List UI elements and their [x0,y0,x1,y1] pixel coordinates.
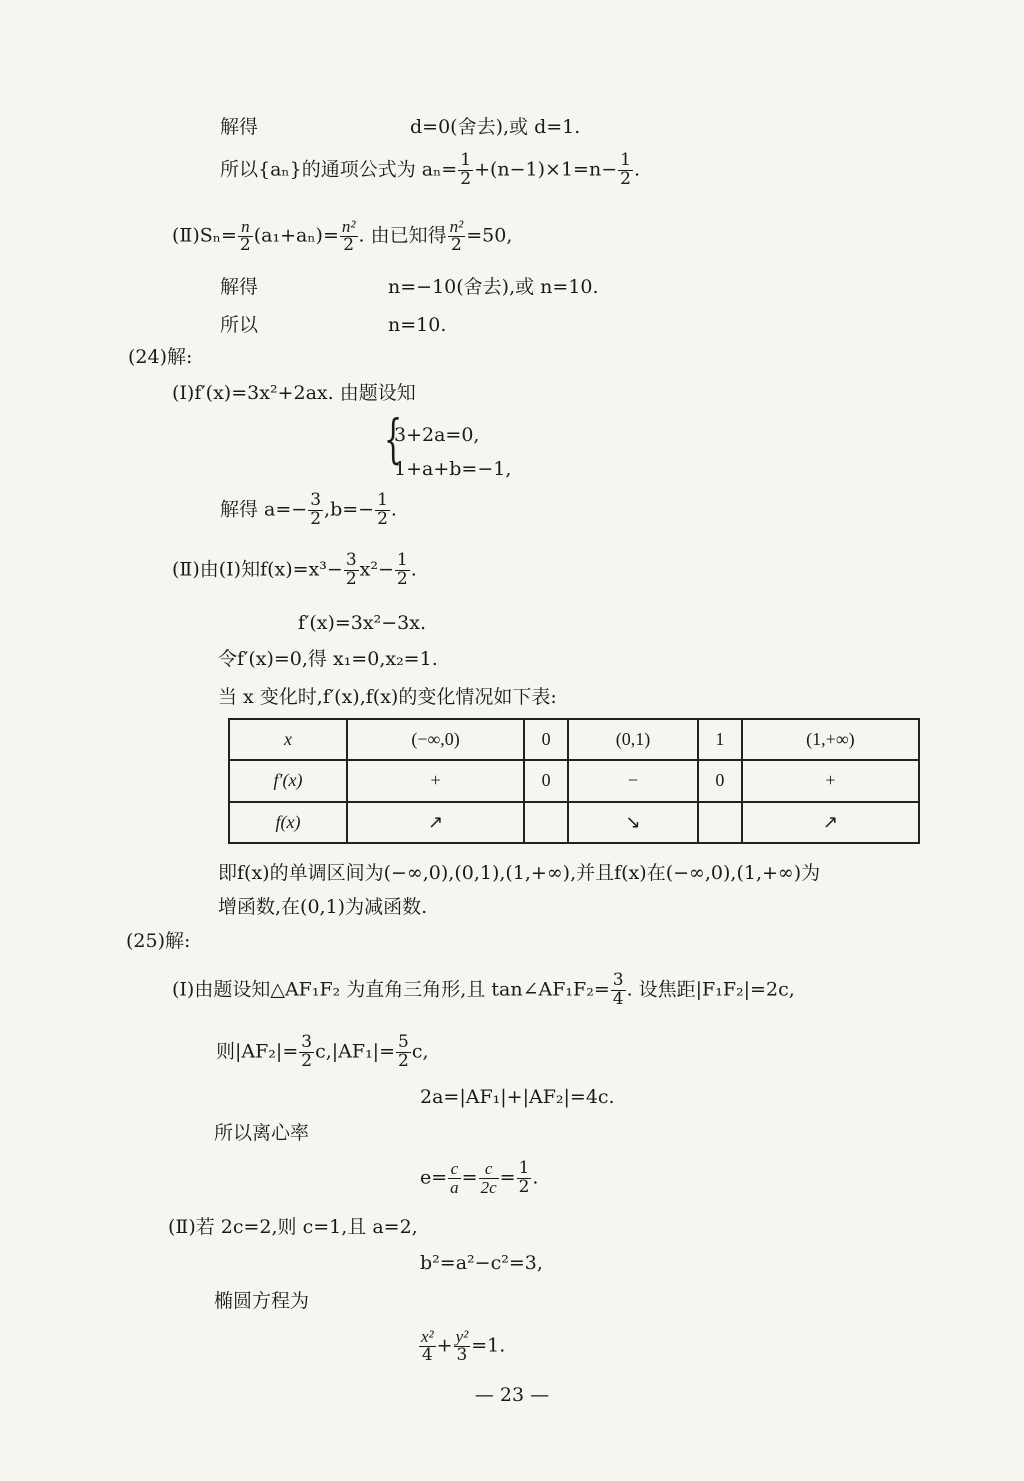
text-line: 解得 [220,276,259,298]
text-line: 当 x 变化时,f′(x),f(x)的变化情况如下表: [218,686,557,708]
text-line: (Ⅰ)f′(x)=3x²+2ax. 由题设知 [172,382,416,404]
text-line: 所以 [220,314,259,336]
equation-line: (Ⅱ)Sₙ= $\frac{n}{2}$ (a₁+aₙ)= $\frac{\text{n²}}{2}$ . 由已知得 $\frac{\text{n²}}{2}$ =50, [172,217,513,255]
text-line: 令f′(x)=0,得 x₁=0,x₂=1. [218,648,438,670]
text-line: 即f(x)的单调区间为(−∞,0),(0,1),(1,+∞),并且f(x)在(−∞,0),(1,+∞)为 [218,862,821,884]
table-header-cell: 1 [698,719,742,760]
text-line: 椭圆方程为 [214,1290,310,1312]
table-cell [698,802,742,843]
table-cell: f′(x) [229,760,347,801]
table-row [229,802,919,843]
table-header-cell: 0 [524,719,568,760]
table-cell: 0 [524,760,568,801]
page-number: — 23 — [474,1384,550,1406]
increasing-arrow-icon: ↗ [742,802,919,843]
equation-line: $\frac{\text{x²}}{4}$ + $\frac{\text{y²}}{3}$ =1. [421,1327,506,1365]
table-cell: 0 [698,760,742,801]
problem-heading: (25)解: [126,930,191,952]
equation-line: 则|AF₂|= $\frac{3}{2}$ c,|AF₁|= $\frac{5}{2}$ c, [216,1032,429,1071]
problem-heading: (24)解: [128,346,193,368]
equation-line: 1+a+b=−1, [394,458,512,480]
text-line: 解得 [220,116,259,138]
decreasing-arrow-icon: ↘ [568,802,698,843]
equation-line: 所以{aₙ}的通项公式为 aₙ= $\frac{1}{2}$ +(n−1)×1=n− $\frac{1}{2}$ . [220,150,641,189]
table-cell: + [742,760,919,801]
table-row [229,760,919,801]
equation-line: f′(x)=3x²−3x. [298,612,426,634]
text-line: (Ⅱ)若 2c=2,则 c=1,且 a=2, [168,1216,418,1238]
equation-line: 2a=|AF₁|+|AF₂|=4c. [420,1086,615,1108]
text-line: d=0(舍去),或 d=1. [410,116,581,138]
table-cell: f(x) [229,802,347,843]
table-header-cell: (1,+∞) [742,719,919,760]
table-header-cell: (−∞,0) [347,719,524,760]
equation-line: e= $\frac{c}{a}$ = $\frac{c}{2c}$ = $\frac{1}{2}$ . [420,1158,539,1197]
equation-line: (Ⅱ)由(Ⅰ)知f(x)=x³− $\frac{3}{2}$ x²− $\frac{1}{2}$ . [172,550,417,589]
text-line: 增函数,在(0,1)为减函数. [218,896,428,918]
text-line: 所以离心率 [214,1122,310,1144]
system-brace: { [384,410,403,470]
table-row [229,719,919,760]
table-header-cell: (0,1) [568,719,698,760]
equation-line: 解得 a=− $\frac{3}{2}$ ,b=− $\frac{1}{2}$ . [220,490,397,529]
table-cell: − [568,760,698,801]
table-header-cell: x [229,719,347,760]
text-line: n=−10(舍去),或 n=10. [388,276,599,298]
variation-table [228,718,920,844]
text-line: n=10. [388,314,447,336]
equation-line: b²=a²−c²=3, [420,1252,543,1274]
equation-line: 3+2a=0, [394,424,480,446]
table-cell [524,802,568,843]
increasing-arrow-icon: ↗ [347,802,524,843]
equation-line: (Ⅰ)由题设知△AF₁F₂ 为直角三角形,且 tan∠AF₁F₂= $\frac{3}{4}$ . 设焦距|F₁F₂|=2c, [172,970,795,1009]
table-cell: + [347,760,524,801]
